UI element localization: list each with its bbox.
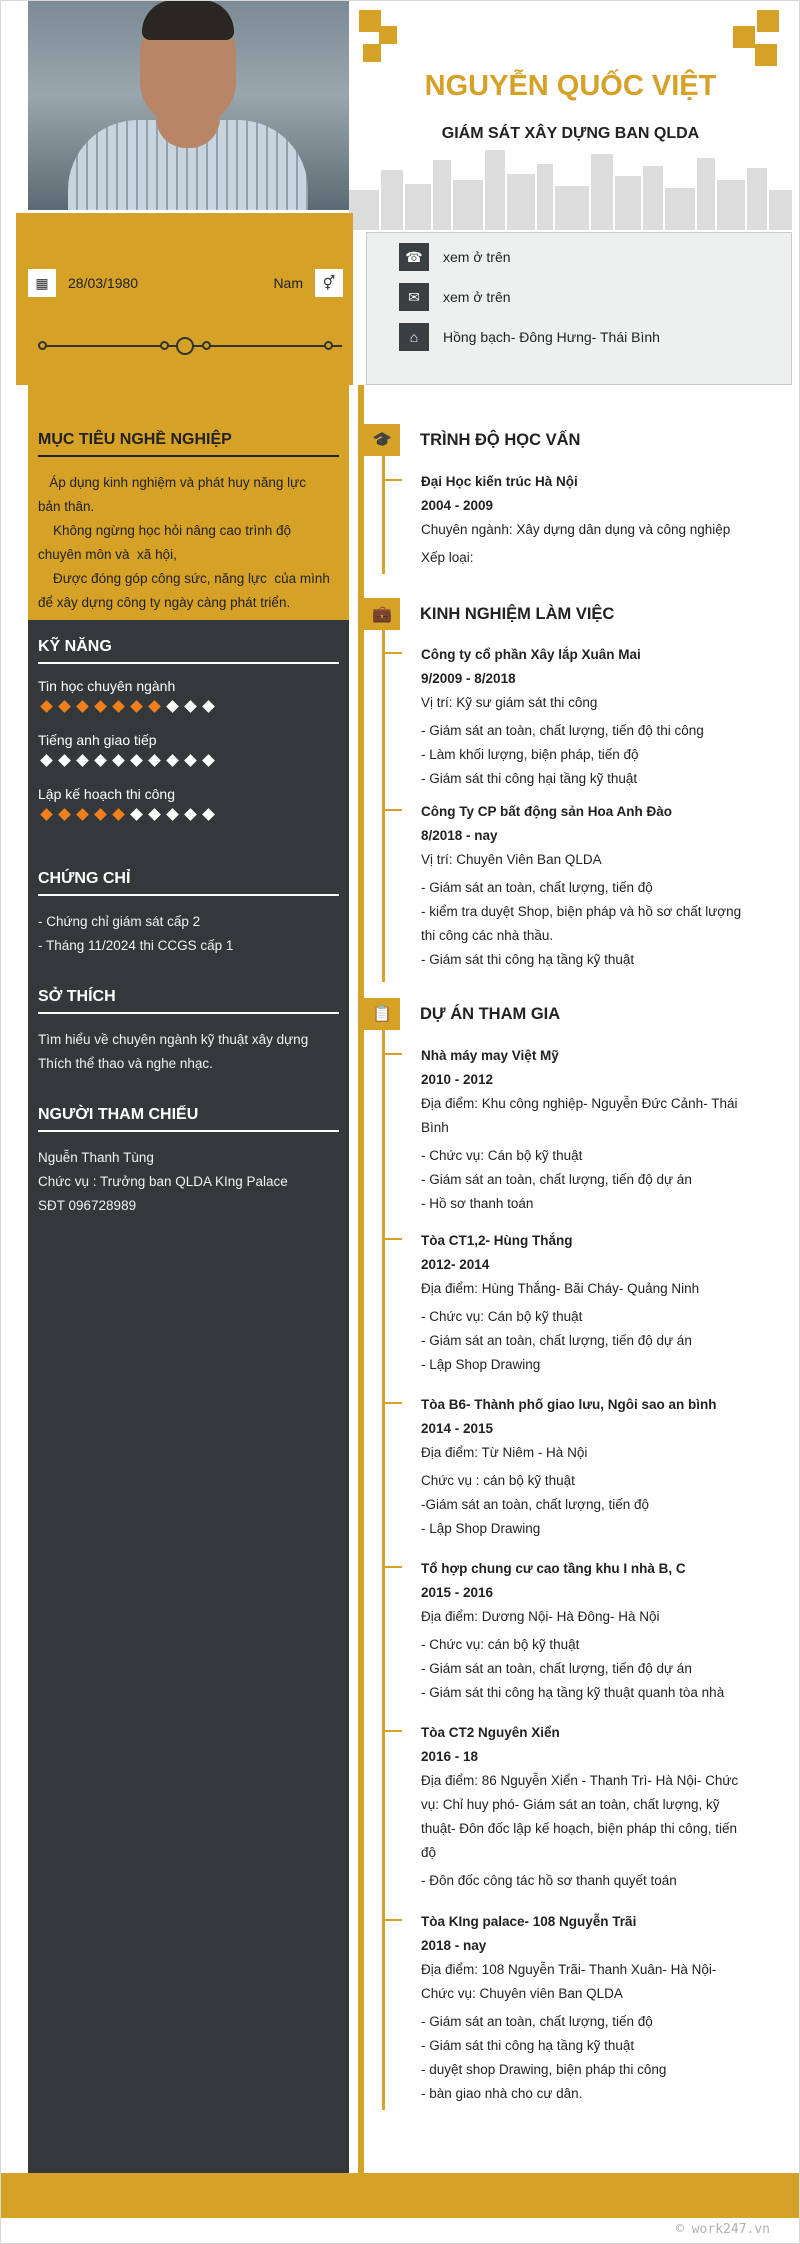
entry-title: Nhà máy may Việt Mỹ <box>421 1048 559 1063</box>
entry-details <box>421 876 764 972</box>
skill-diamond <box>74 752 90 768</box>
entry-date: 2010 - 2012 <box>421 1072 494 1087</box>
entry-date: 8/2018 - nay <box>421 828 498 843</box>
skill-diamond <box>164 752 180 768</box>
entry-line: độ <box>421 1845 437 1860</box>
projects-entry <box>384 1557 764 1705</box>
entry-details <box>421 2010 764 2106</box>
certificates-title: CHỨNG CHỈ <box>38 862 339 896</box>
education-entry <box>384 470 764 570</box>
entry-date: 2014 - 2015 <box>421 1421 494 1436</box>
entry-details <box>421 719 764 791</box>
deco-square <box>363 44 381 62</box>
entry-tick <box>384 1919 402 1921</box>
watermark: © work247.vn <box>676 2222 770 2237</box>
calendar-icon: ▦ <box>28 269 56 297</box>
references-title: NGƯỜI THAM CHIẾU <box>38 1098 339 1132</box>
sidebar-dark <box>28 620 349 2173</box>
entry-detail-line: - Đôn đốc công tác hồ sơ thanh quyết toán <box>421 1873 677 1888</box>
divider-dot <box>176 337 194 355</box>
skill-diamond <box>146 698 162 714</box>
entry-tick <box>384 809 402 811</box>
projects-header <box>364 998 560 1030</box>
entry-detail-line: thi công các nhà thầu. <box>421 928 554 943</box>
projects-entry <box>384 1044 764 1216</box>
objective-line: chuyên môn và xã hội, <box>38 547 177 562</box>
certificate-item: - Tháng 11/2024 thi CCGS cấp 1 <box>38 938 234 953</box>
certificate-item: - Chứng chỉ giám sát cấp 2 <box>38 914 201 929</box>
entry-detail-line: - Chức vụ: Cán bộ kỹ thuật <box>421 1309 583 1324</box>
entry-detail-line: Xếp loại: <box>421 550 474 565</box>
hobbies-title: SỞ THÍCH <box>38 980 339 1014</box>
entry-tick <box>384 1402 402 1404</box>
skill-diamond <box>164 806 180 822</box>
address-value: Hồng bạch- Đông Hưng- Thái Bình <box>443 329 660 345</box>
entry-line: Chức vụ: Chuyên viên Ban QLDA <box>421 1986 623 2001</box>
divider-dot <box>38 341 47 350</box>
entry-date: 2004 - 2009 <box>421 498 494 513</box>
entry-title: Đại Học kiến trúc Hà Nội <box>421 474 578 489</box>
entry-body <box>421 1393 764 1541</box>
mail-icon: ✉ <box>399 283 429 311</box>
divider-dot <box>160 341 169 350</box>
hobby-item: Thích thể thao và nghe nhạc. <box>38 1056 213 1071</box>
entry-detail-line: - Giám sát thi công hại tầng kỹ thuật <box>421 771 638 786</box>
skill-diamond <box>182 806 198 822</box>
contact-box <box>366 232 792 385</box>
skill-diamond <box>146 806 162 822</box>
phone-icon: ☎ <box>399 243 429 271</box>
skill-diamond <box>182 698 198 714</box>
skill-name: Tin học chuyên ngành <box>38 678 176 694</box>
skill-diamond <box>92 698 108 714</box>
birthdate-row <box>28 269 138 297</box>
skill-name: Lập kế hoạch thi công <box>38 786 175 802</box>
skill-diamond <box>146 752 162 768</box>
entry-line: Vị trí: Kỹ sư giám sát thi công <box>421 695 598 710</box>
entry-body <box>421 643 764 791</box>
reference-line: Chức vụ : Trưởng ban QLDA KIng Palace <box>38 1174 288 1189</box>
skill-rating <box>38 698 339 714</box>
city-skyline <box>349 140 792 230</box>
entry-detail-line: - Giám sát an toàn, chất lượng, tiến độ <box>421 880 653 895</box>
skill-diamond <box>110 698 126 714</box>
gender-row <box>273 269 343 297</box>
entry-date: 2012- 2014 <box>421 1257 490 1272</box>
objective-title: MỤC TIÊU NGHỀ NGHIỆP <box>38 423 339 457</box>
personal-info-box <box>16 213 353 385</box>
entry-tick <box>384 1053 402 1055</box>
entry-body <box>421 1721 764 1893</box>
entry-line: Địa điểm: Hùng Thắng- Bãi Cháy- Quảng Ninh <box>421 1281 700 1296</box>
projects-title: DỰ ÁN THAM GIA <box>420 1004 561 1023</box>
contact-email <box>399 283 511 311</box>
entry-title: Công Ty CP bất động sản Hoa Anh Đào <box>421 804 673 819</box>
objective-section <box>28 385 349 620</box>
entry-body <box>421 1229 764 1377</box>
projects-entry <box>384 1910 764 2106</box>
hobby-item: Tìm hiểu về chuyên ngành kỹ thuật xây dựng <box>38 1032 309 1047</box>
entry-tick <box>384 1238 402 1240</box>
entry-line: Bình <box>421 1120 449 1135</box>
entry-date: 2015 - 2016 <box>421 1585 494 1600</box>
entry-detail-line: - kiểm tra duyệt Shop, biện pháp và hồ sơ chất lượng <box>421 904 742 919</box>
objective-line: Không ngừng học hỏi nâng cao trình độ <box>38 523 291 538</box>
email-value: xem ở trên <box>443 289 511 305</box>
skill-diamond <box>200 806 216 822</box>
entry-line: Địa điểm: Khu công nghiệp- Nguyễn Đức Cảnh- Thái <box>421 1096 738 1111</box>
graduation-cap-icon: 🎓 <box>364 424 400 456</box>
entry-details <box>421 1469 764 1541</box>
skill-diamond <box>128 752 144 768</box>
skills-list <box>38 678 339 822</box>
entry-detail-line: - Hồ sơ thanh toán <box>421 1196 534 1211</box>
gender: Nam <box>273 275 303 291</box>
skill-diamond <box>38 752 54 768</box>
entry-detail-line: - Làm khối lượng, biện pháp, tiến độ <box>421 747 639 762</box>
entry-detail-line: - Giám sát thi công hạ tầng kỹ thuật <box>421 2038 635 2053</box>
skill-diamond <box>200 752 216 768</box>
entry-body <box>421 1910 764 2106</box>
skill-diamond <box>128 806 144 822</box>
projects-entry <box>384 1393 764 1541</box>
education-header <box>364 424 580 456</box>
entry-detail-line: - Giám sát an toàn, chất lượng, tiến độ <box>421 2014 653 2029</box>
entry-detail-line: -Giám sát an toàn, chất lượng, tiến độ <box>421 1497 650 1512</box>
entry-tick <box>384 1730 402 1732</box>
entry-detail-line: - Giám sát an toàn, chất lượng, tiến độ thi công <box>421 723 704 738</box>
reference-line: SĐT 096728989 <box>38 1198 137 1213</box>
entry-line: Địa điểm: Dương Nội- Hà Đông- Hà Nội <box>421 1609 660 1624</box>
contact-phone <box>399 243 511 271</box>
entry-title: Tòa KIng palace- 108 Nguyễn Trãi <box>421 1914 637 1929</box>
entry-title: Công ty cổ phần Xây lắp Xuân Mai <box>421 647 641 662</box>
objective-line: Áp dụng kinh nghiệm và phát huy năng lực <box>38 475 306 490</box>
skill-diamond <box>56 806 72 822</box>
skill-diamond <box>38 698 54 714</box>
skill-diamond <box>56 752 72 768</box>
entry-detail-line: - Chức vụ: Cán bộ kỹ thuật <box>421 1148 583 1163</box>
skill-diamond <box>182 752 198 768</box>
briefcase-icon: 💼 <box>364 598 400 630</box>
skill-diamond <box>200 698 216 714</box>
entry-detail-line: - Giám sát an toàn, chất lượng, tiến độ dự án <box>421 1333 692 1348</box>
projects-entry <box>384 1721 764 1893</box>
full-name: NGUYỄN QUỐC VIỆT <box>424 70 717 102</box>
entry-details <box>421 1305 764 1377</box>
experience-header <box>364 598 614 630</box>
projects-entry <box>384 1229 764 1377</box>
objective-line: bản thân. <box>38 499 95 514</box>
skill-name: Tiếng anh giao tiếp <box>38 732 157 748</box>
phone-value: xem ở trên <box>443 249 511 265</box>
footer-bar <box>0 2173 800 2218</box>
deco-square <box>757 10 779 32</box>
skill-diamond <box>56 698 72 714</box>
entry-tick <box>384 479 402 481</box>
skill-diamond <box>92 806 108 822</box>
entry-line: Địa điểm: 108 Nguyễn Trãi- Thanh Xuân- Hà Nội- <box>421 1962 717 1977</box>
entry-title: Tòa CT1,2- Hùng Thắng <box>421 1233 573 1248</box>
divider-dot <box>324 341 333 350</box>
entry-title: Tòa CT2 Nguyên Xiển <box>421 1725 560 1740</box>
entry-detail-line: Chức vụ : cán bộ kỹ thuật <box>421 1473 575 1488</box>
experience-title: KINH NGHIỆM LÀM VIỆC <box>420 604 615 623</box>
skill-diamond <box>164 698 180 714</box>
deco-square <box>755 44 777 66</box>
skills-title: KỸ NĂNG <box>38 630 339 664</box>
entry-title: Tổ hợp chung cư cao tầng khu I nhà B, C <box>421 1561 686 1576</box>
entry-detail-line: - Giám sát an toàn, chất lượng, tiến độ dự án <box>421 1661 692 1676</box>
skill-diamond <box>110 806 126 822</box>
home-icon: ⌂ <box>399 323 429 351</box>
divider-dot <box>202 341 211 350</box>
entry-tick <box>384 1566 402 1568</box>
entry-date: 2016 - 18 <box>421 1749 479 1764</box>
entry-detail-line: - Lập Shop Drawing <box>421 1357 541 1372</box>
deco-square <box>379 26 397 44</box>
experience-entry <box>384 800 764 972</box>
entry-date: 2018 - nay <box>421 1938 487 1953</box>
entry-line: Địa điểm: 86 Nguyễn Xiển - Thanh Trì- Hà Nội- Chức <box>421 1773 739 1788</box>
entry-detail-line: - Giám sát an toàn, chất lượng, tiến độ dự án <box>421 1172 692 1187</box>
entry-details <box>421 1144 764 1216</box>
birthdate: 28/03/1980 <box>68 275 139 291</box>
skill-diamond <box>128 698 144 714</box>
objective-line: Được đóng góp công sức, năng lực của mình <box>38 571 330 586</box>
reference-line: Nguễn Thanh Tùng <box>38 1150 154 1165</box>
deco-square <box>733 26 755 48</box>
entry-detail-line: - bàn giao nhà cho cư dân. <box>421 2086 583 2101</box>
entry-details <box>421 1869 764 1893</box>
job-title: GIÁM SÁT XÂY DỰNG BAN QLDA <box>441 125 700 142</box>
entry-detail-line: - duyệt shop Drawing, biện pháp thi công <box>421 2062 667 2077</box>
entry-line: Vị trí: Chuyên Viên Ban QLDA <box>421 852 602 867</box>
gender-icon: ⚥ <box>315 269 343 297</box>
entry-body <box>421 1044 764 1216</box>
entry-body <box>421 800 764 972</box>
entry-line: Địa điểm: Từ Niêm - Hà Nội <box>421 1445 588 1460</box>
entry-tick <box>384 652 402 654</box>
entry-detail-line: - Lập Shop Drawing <box>421 1521 541 1536</box>
entry-detail-line: - Chức vụ: cán bộ kỹ thuật <box>421 1637 580 1652</box>
objective-text <box>38 471 339 615</box>
skill-rating <box>38 806 339 822</box>
skill-rating <box>38 752 339 768</box>
entry-line: Chuyên ngành: Xây dựng dân dụng và công nghiệp <box>421 522 731 537</box>
entry-detail-line: - Giám sát thi công hạ tầng kỹ thuật quanh tòa nhà <box>421 1685 725 1700</box>
deco-square <box>359 10 381 32</box>
experience-entry <box>384 643 764 791</box>
profile-photo <box>28 0 349 210</box>
skill-diamond <box>74 698 90 714</box>
entry-line: thuật- Đôn đốc lập kế hoạch, biện pháp thi công, tiến <box>421 1821 737 1836</box>
entry-details <box>421 1633 764 1705</box>
document-gear-icon: 📋 <box>364 998 400 1030</box>
skill-diamond <box>110 752 126 768</box>
skill-diamond <box>38 806 54 822</box>
entry-date: 9/2009 - 8/2018 <box>421 671 516 686</box>
header <box>349 0 792 230</box>
entry-details <box>421 546 764 570</box>
entry-detail-line: - Giám sát thi công hạ tầng kỹ thuật <box>421 952 635 967</box>
objective-line: để xây dựng công ty ngày càng phát triển. <box>38 595 291 610</box>
entry-body <box>421 470 764 570</box>
contact-address <box>399 323 660 351</box>
entry-title: Tòa B6- Thành phố giao lưu, Ngôi sao an bình <box>421 1397 717 1412</box>
main-column-rule <box>358 385 364 2173</box>
skill-diamond <box>74 806 90 822</box>
education-title: TRÌNH ĐỘ HỌC VẤN <box>420 430 581 449</box>
entry-body <box>421 1557 764 1705</box>
skill-diamond <box>92 752 108 768</box>
entry-line: vụ: Chỉ huy phó- Giám sát an toàn, chất lượng, kỹ <box>421 1797 720 1812</box>
